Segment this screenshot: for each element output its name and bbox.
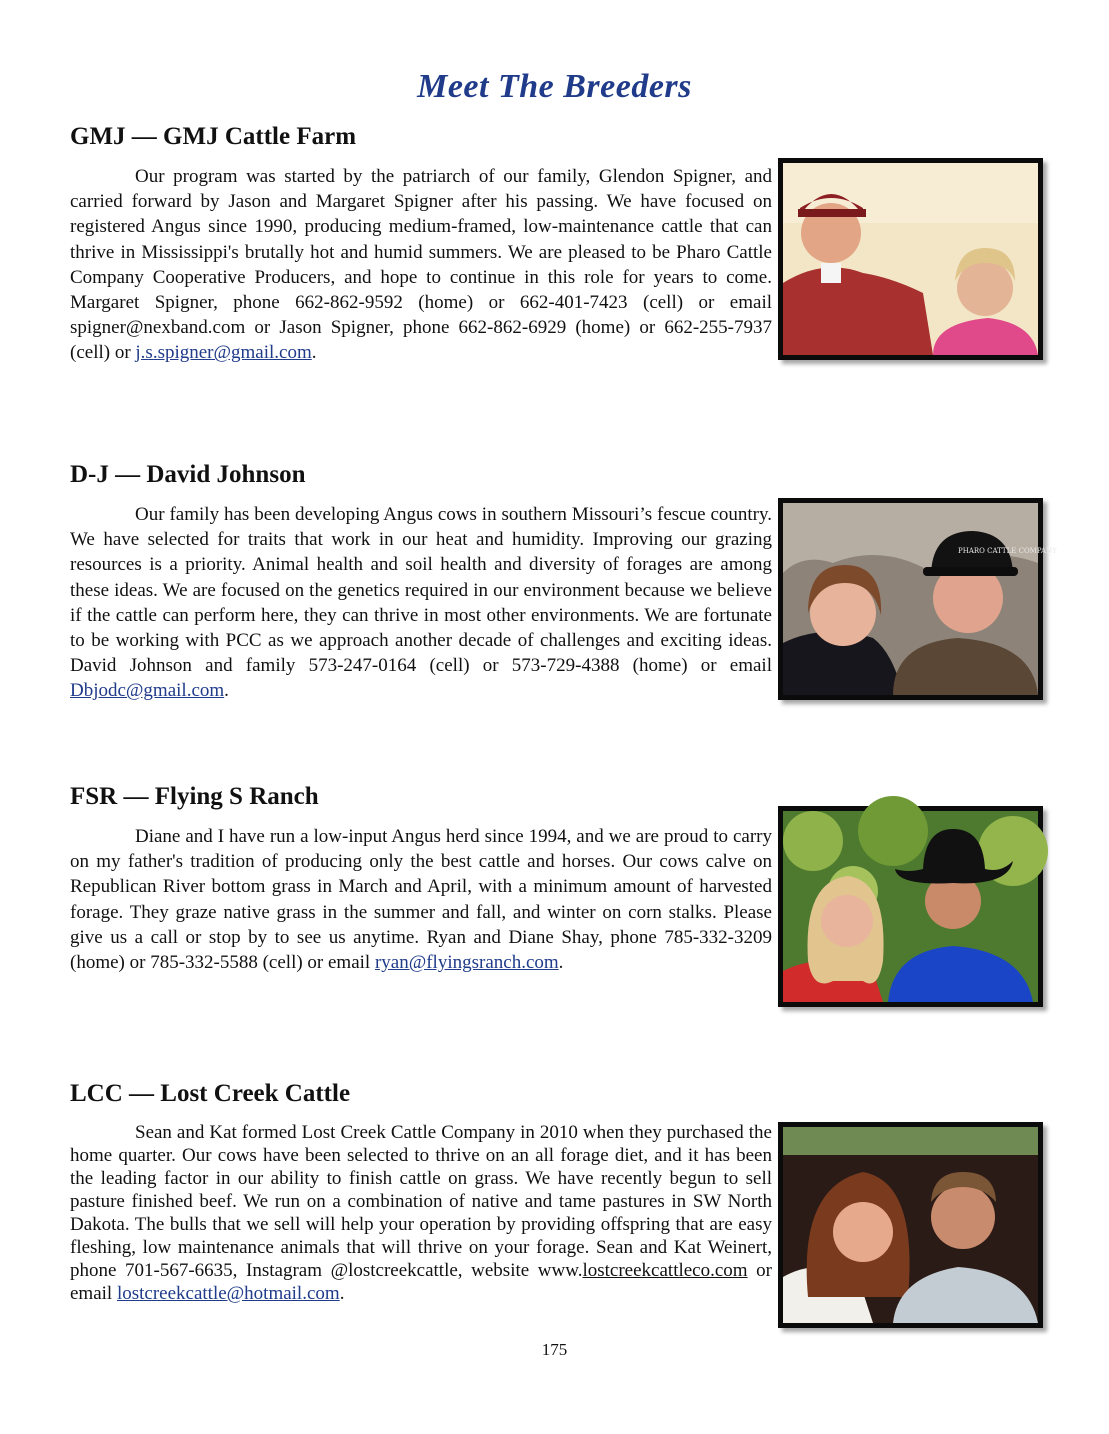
photo-image (783, 811, 1038, 1002)
section-text: Sean and Kat formed Lost Creek Cattle Company in 2010 when they purchased the home quarter. Our cows have been selected to thrive on an all forage diet, and it has been the leading factor in our ability to finish cattle on grass. We have recently begun to sell pasture finished beef. We run on a combination of native and tame pastures in SW North Dakota. The bulls that we sell will help your operation by providing offspring that are easy fleshing, low maintenance animals that will thrive on your forage. Sean and Kat Weinert, phone 701-567-6635, Instagram @lostcreekcattle, website www.lostcreekcattleco.com or email lostcreekcattle@hotmail.com. (70, 1122, 772, 1304)
email-link[interactable]: j.s.spigner@gmail.com (135, 342, 312, 364)
photo-image (783, 503, 1057, 695)
page-number: 175 (541, 1340, 568, 1359)
photo-image (783, 1127, 1038, 1323)
breeder-photo (778, 158, 1043, 360)
breeder-photo (778, 1122, 1043, 1328)
email-link[interactable]: ryan@flyingsranch.com (374, 952, 559, 974)
section-heading: D-J — David Johnson (70, 461, 306, 488)
breeder-section-dj (70, 460, 1057, 702)
breeder-section-gmj (70, 122, 1045, 364)
website-link[interactable]: lostcreekcattleco.com (582, 1260, 748, 1281)
section-heading: GMJ — GMJ Cattle Farm (70, 123, 357, 150)
section-text: Our program was started by the patriarch of our family, Glendon Spigner, and carried forward by Jason and Margaret Spigner after his passing. We have focused on registered Angus since 1990, producing medium-framed, low-maintenance cattle that can thrive in Mississippi's brutally hot and humid summers. We are pleased to be Pharo Cattle Company Cooperative Producers, and hope to continue in this role for years to come. Margaret Spigner, phone 662-862-9592 (home) or 662-401-7423 (cell) or email spigner@nexband.com or Jason Spigner, phone 662-862-6929 (home) or 662-255-7937 (cell) or j.s.spigner@gmail.com. (70, 166, 772, 364)
email-link[interactable]: lostcreekcattle@hotmail.com (116, 1283, 340, 1304)
section-text: Our family has been developing Angus cows in southern Missouri’s fescue country. We have selected for traits that work in our heat and humidity. Improving our grazing resources is a priority. Animal health and soil health and diversity of forages are among these ideas. We are focused on the genetics required in our environment because we believe if the cattle can perform here, they can thrive in most other environments. We are fortunate to be working with PCC as we approach another decade of challenges and exciting ideas. David Johnson and family 573-247-0164 (cell) or 573-729-4388 (home) or email Dbjodc@gmail.com. (70, 504, 772, 702)
section-heading: FSR — Flying S Ranch (70, 783, 319, 810)
section-text: Diane and I have run a low-input Angus herd since 1994, and we are proud to carry on my father's tradition of producing only the best cattle and horses. Our cows calve on Republican River bottom grass in March and April, with a minimum amount of harvested forage. They graze native grass in the summer and fall, and winter on corn stalks. Please give us a call or stop by to see us anytime. Ryan and Diane Shay, phone 785-332-3209 (home) or 785-332-5588 (cell) or email ryan@flyingsranch.com. (70, 826, 772, 974)
email-link[interactable]: Dbjodc@gmail.com (70, 680, 225, 702)
section-heading: LCC — Lost Creek Cattle (70, 1080, 351, 1107)
page-title: Meet The Breeders (417, 68, 692, 105)
breeder-photo (778, 806, 1043, 1007)
photo-image (783, 163, 1038, 355)
breeder-section-fsr (70, 782, 1045, 974)
breeder-section-lcc (70, 1079, 1045, 1304)
cap-text: PHARO CATTLE COMPANY (958, 547, 1057, 555)
breeder-photo (778, 498, 1057, 700)
